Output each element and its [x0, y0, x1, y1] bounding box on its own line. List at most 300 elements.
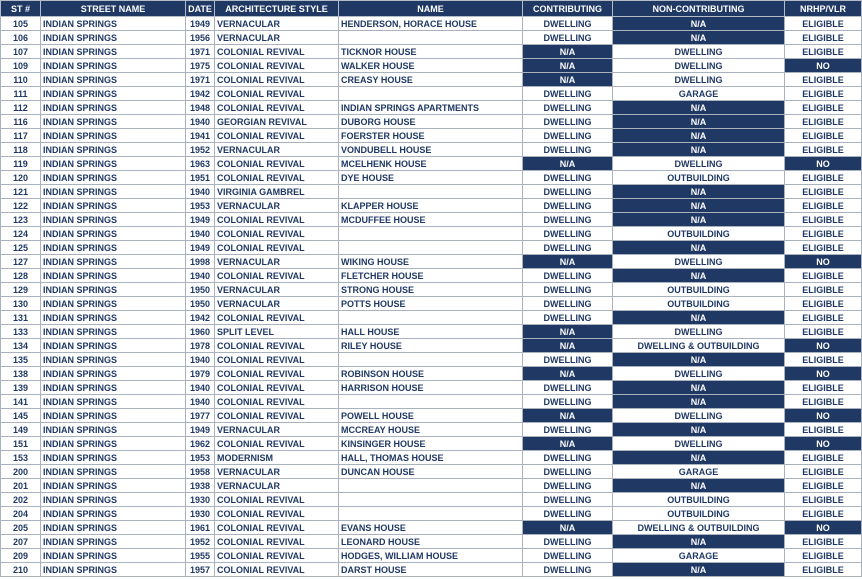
cell-architecture-style: SPLIT LEVEL [215, 325, 339, 339]
cell-architecture-style: VERNACULAR [215, 199, 339, 213]
cell-date: 1975 [186, 59, 215, 73]
cell-nrhp-vlr: ELIGIBLE [785, 45, 862, 59]
cell-architecture-style: VERNACULAR [215, 31, 339, 45]
cell-name: WALKER HOUSE [339, 59, 523, 73]
cell-date: 1940 [186, 353, 215, 367]
table-row [1, 451, 862, 465]
table-row [1, 241, 862, 255]
cell-architecture-style: VERNACULAR [215, 297, 339, 311]
cell-street-name: INDIAN SPRINGS [41, 395, 186, 409]
cell-name [339, 31, 523, 45]
cell-nrhp-vlr: ELIGIBLE [785, 115, 862, 129]
cell-st-number: 149 [1, 423, 41, 437]
cell-nrhp-vlr: ELIGIBLE [785, 465, 862, 479]
cell-nrhp-vlr: ELIGIBLE [785, 185, 862, 199]
header-row [1, 1, 862, 17]
cell-name [339, 241, 523, 255]
cell-st-number: 131 [1, 311, 41, 325]
cell-non-contributing: N/A [613, 269, 785, 283]
cell-date: 1949 [186, 423, 215, 437]
cell-contributing: N/A [523, 409, 613, 423]
cell-nrhp-vlr: ELIGIBLE [785, 423, 862, 437]
cell-date: 1961 [186, 521, 215, 535]
cell-non-contributing: DWELLING [613, 367, 785, 381]
cell-st-number: 139 [1, 381, 41, 395]
cell-street-name: INDIAN SPRINGS [41, 185, 186, 199]
cell-architecture-style: COLONIAL REVIVAL [215, 507, 339, 521]
cell-st-number: 200 [1, 465, 41, 479]
cell-nrhp-vlr: ELIGIBLE [785, 493, 862, 507]
cell-nrhp-vlr: ELIGIBLE [785, 143, 862, 157]
cell-date: 1940 [186, 185, 215, 199]
cell-name: RILEY HOUSE [339, 339, 523, 353]
table-row [1, 213, 862, 227]
table-row [1, 143, 862, 157]
cell-street-name: INDIAN SPRINGS [41, 423, 186, 437]
cell-nrhp-vlr: ELIGIBLE [785, 241, 862, 255]
cell-nrhp-vlr: ELIGIBLE [785, 381, 862, 395]
cell-name: DUBORG HOUSE [339, 115, 523, 129]
cell-street-name: INDIAN SPRINGS [41, 45, 186, 59]
cell-nrhp-vlr: ELIGIBLE [785, 31, 862, 45]
table-row [1, 31, 862, 45]
cell-architecture-style: COLONIAL REVIVAL [215, 353, 339, 367]
cell-name: INDIAN SPRINGS APARTMENTS [339, 101, 523, 115]
table-row [1, 465, 862, 479]
cell-name: HENDERSON, HORACE HOUSE [339, 17, 523, 31]
cell-name: HALL HOUSE [339, 325, 523, 339]
cell-st-number: 125 [1, 241, 41, 255]
cell-name: HODGES, WILLIAM HOUSE [339, 549, 523, 563]
cell-street-name: INDIAN SPRINGS [41, 227, 186, 241]
cell-street-name: INDIAN SPRINGS [41, 31, 186, 45]
table-row [1, 521, 862, 535]
cell-contributing: DWELLING [523, 507, 613, 521]
cell-nrhp-vlr: ELIGIBLE [785, 199, 862, 213]
cell-street-name: INDIAN SPRINGS [41, 87, 186, 101]
cell-contributing: DWELLING [523, 423, 613, 437]
cell-street-name: INDIAN SPRINGS [41, 367, 186, 381]
cell-nrhp-vlr: NO [785, 409, 862, 423]
cell-contributing: DWELLING [523, 185, 613, 199]
cell-name [339, 493, 523, 507]
cell-date: 1938 [186, 479, 215, 493]
cell-nrhp-vlr: ELIGIBLE [785, 283, 862, 297]
cell-non-contributing: N/A [613, 381, 785, 395]
cell-st-number: 145 [1, 409, 41, 423]
cell-contributing: DWELLING [523, 171, 613, 185]
cell-contributing: DWELLING [523, 479, 613, 493]
cell-name: HARRISON HOUSE [339, 381, 523, 395]
cell-street-name: INDIAN SPRINGS [41, 199, 186, 213]
cell-architecture-style: COLONIAL REVIVAL [215, 381, 339, 395]
table-row [1, 493, 862, 507]
cell-architecture-style: COLONIAL REVIVAL [215, 269, 339, 283]
table-row [1, 507, 862, 521]
header-architecture-style: ARCHITECTURE STYLE [215, 1, 339, 17]
cell-nrhp-vlr: NO [785, 59, 862, 73]
cell-date: 1950 [186, 297, 215, 311]
cell-architecture-style: VERNACULAR [215, 255, 339, 269]
cell-name: HALL, THOMAS HOUSE [339, 451, 523, 465]
cell-architecture-style: COLONIAL REVIVAL [215, 129, 339, 143]
header-street-name: STREET NAME [41, 1, 186, 17]
cell-st-number: 112 [1, 101, 41, 115]
cell-name: ROBINSON HOUSE [339, 367, 523, 381]
cell-street-name: INDIAN SPRINGS [41, 409, 186, 423]
cell-street-name: INDIAN SPRINGS [41, 143, 186, 157]
cell-name: KLAPPER HOUSE [339, 199, 523, 213]
cell-non-contributing: OUTBUILDING [613, 507, 785, 521]
cell-architecture-style: COLONIAL REVIVAL [215, 367, 339, 381]
cell-date: 1940 [186, 381, 215, 395]
cell-name: DUNCAN HOUSE [339, 465, 523, 479]
cell-contributing: N/A [523, 255, 613, 269]
cell-nrhp-vlr: ELIGIBLE [785, 507, 862, 521]
cell-date: 1952 [186, 143, 215, 157]
cell-nrhp-vlr: ELIGIBLE [785, 171, 862, 185]
cell-street-name: INDIAN SPRINGS [41, 507, 186, 521]
cell-name: DARST HOUSE [339, 563, 523, 577]
cell-st-number: 111 [1, 87, 41, 101]
cell-street-name: INDIAN SPRINGS [41, 241, 186, 255]
cell-name: FLETCHER HOUSE [339, 269, 523, 283]
cell-st-number: 141 [1, 395, 41, 409]
cell-street-name: INDIAN SPRINGS [41, 171, 186, 185]
cell-nrhp-vlr: ELIGIBLE [785, 297, 862, 311]
cell-name [339, 185, 523, 199]
cell-non-contributing: N/A [613, 451, 785, 465]
cell-non-contributing: DWELLING [613, 73, 785, 87]
cell-nrhp-vlr: NO [785, 367, 862, 381]
cell-architecture-style: COLONIAL REVIVAL [215, 45, 339, 59]
cell-name [339, 479, 523, 493]
cell-st-number: 210 [1, 563, 41, 577]
cell-st-number: 121 [1, 185, 41, 199]
header-contributing: CONTRIBUTING [523, 1, 613, 17]
cell-st-number: 133 [1, 325, 41, 339]
cell-nrhp-vlr: ELIGIBLE [785, 325, 862, 339]
cell-date: 1957 [186, 563, 215, 577]
cell-name: FOERSTER HOUSE [339, 129, 523, 143]
cell-date: 1971 [186, 45, 215, 59]
cell-street-name: INDIAN SPRINGS [41, 213, 186, 227]
cell-contributing: DWELLING [523, 31, 613, 45]
cell-nrhp-vlr: ELIGIBLE [785, 17, 862, 31]
cell-contributing: N/A [523, 325, 613, 339]
cell-street-name: INDIAN SPRINGS [41, 59, 186, 73]
cell-date: 1948 [186, 101, 215, 115]
cell-nrhp-vlr: NO [785, 255, 862, 269]
cell-architecture-style: VIRGINIA GAMBREL [215, 185, 339, 199]
table-row [1, 437, 862, 451]
cell-contributing: N/A [523, 73, 613, 87]
cell-st-number: 120 [1, 171, 41, 185]
cell-non-contributing: GARAGE [613, 465, 785, 479]
cell-non-contributing: OUTBUILDING [613, 283, 785, 297]
cell-nrhp-vlr: ELIGIBLE [785, 395, 862, 409]
cell-contributing: DWELLING [523, 297, 613, 311]
cell-contributing: DWELLING [523, 17, 613, 31]
cell-date: 1971 [186, 73, 215, 87]
table-row [1, 59, 862, 73]
cell-contributing: DWELLING [523, 465, 613, 479]
cell-nrhp-vlr: ELIGIBLE [785, 87, 862, 101]
cell-name: MCELHENK HOUSE [339, 157, 523, 171]
cell-architecture-style: COLONIAL REVIVAL [215, 563, 339, 577]
cell-st-number: 110 [1, 73, 41, 87]
cell-name [339, 507, 523, 521]
cell-st-number: 204 [1, 507, 41, 521]
cell-date: 1949 [186, 17, 215, 31]
cell-contributing: DWELLING [523, 381, 613, 395]
cell-contributing: N/A [523, 157, 613, 171]
table-row [1, 157, 862, 171]
cell-date: 1963 [186, 157, 215, 171]
cell-contributing: DWELLING [523, 451, 613, 465]
cell-nrhp-vlr: ELIGIBLE [785, 549, 862, 563]
cell-st-number: 129 [1, 283, 41, 297]
cell-non-contributing: DWELLING [613, 59, 785, 73]
cell-st-number: 130 [1, 297, 41, 311]
cell-architecture-style: COLONIAL REVIVAL [215, 409, 339, 423]
cell-non-contributing: DWELLING & OUTBUILDING [613, 339, 785, 353]
cell-architecture-style: GEORGIAN REVIVAL [215, 115, 339, 129]
cell-street-name: INDIAN SPRINGS [41, 451, 186, 465]
cell-date: 1942 [186, 311, 215, 325]
cell-name: POTTS HOUSE [339, 297, 523, 311]
cell-nrhp-vlr: ELIGIBLE [785, 101, 862, 115]
cell-date: 1978 [186, 339, 215, 353]
cell-non-contributing: OUTBUILDING [613, 297, 785, 311]
cell-st-number: 106 [1, 31, 41, 45]
cell-name [339, 311, 523, 325]
cell-contributing: DWELLING [523, 143, 613, 157]
cell-street-name: INDIAN SPRINGS [41, 283, 186, 297]
cell-non-contributing: N/A [613, 311, 785, 325]
header-name: NAME [339, 1, 523, 17]
cell-contributing: N/A [523, 59, 613, 73]
cell-name: MCCREAY HOUSE [339, 423, 523, 437]
cell-architecture-style: COLONIAL REVIVAL [215, 101, 339, 115]
cell-non-contributing: N/A [613, 535, 785, 549]
cell-street-name: INDIAN SPRINGS [41, 535, 186, 549]
cell-nrhp-vlr: NO [785, 339, 862, 353]
cell-name: STRONG HOUSE [339, 283, 523, 297]
cell-contributing: N/A [523, 367, 613, 381]
cell-non-contributing: N/A [613, 563, 785, 577]
cell-street-name: INDIAN SPRINGS [41, 157, 186, 171]
cell-non-contributing: DWELLING & OUTBUILDING [613, 521, 785, 535]
cell-contributing: N/A [523, 521, 613, 535]
cell-contributing: DWELLING [523, 353, 613, 367]
cell-name: MCDUFFEE HOUSE [339, 213, 523, 227]
cell-st-number: 116 [1, 115, 41, 129]
cell-architecture-style: VERNACULAR [215, 423, 339, 437]
cell-contributing: DWELLING [523, 395, 613, 409]
cell-st-number: 134 [1, 339, 41, 353]
cell-contributing: DWELLING [523, 493, 613, 507]
table-row [1, 199, 862, 213]
cell-contributing: DWELLING [523, 115, 613, 129]
cell-nrhp-vlr: ELIGIBLE [785, 353, 862, 367]
table-row [1, 87, 862, 101]
cell-date: 1960 [186, 325, 215, 339]
table-row [1, 185, 862, 199]
cell-non-contributing: N/A [613, 353, 785, 367]
cell-architecture-style: COLONIAL REVIVAL [215, 171, 339, 185]
cell-st-number: 207 [1, 535, 41, 549]
cell-name: VONDUBELL HOUSE [339, 143, 523, 157]
table-row [1, 115, 862, 129]
cell-non-contributing: DWELLING [613, 45, 785, 59]
cell-contributing: DWELLING [523, 87, 613, 101]
cell-street-name: INDIAN SPRINGS [41, 353, 186, 367]
table-row [1, 227, 862, 241]
table-row [1, 409, 862, 423]
cell-street-name: INDIAN SPRINGS [41, 101, 186, 115]
cell-street-name: INDIAN SPRINGS [41, 269, 186, 283]
cell-date: 1979 [186, 367, 215, 381]
cell-non-contributing: DWELLING [613, 409, 785, 423]
cell-contributing: DWELLING [523, 241, 613, 255]
table-row [1, 395, 862, 409]
table-row [1, 325, 862, 339]
cell-architecture-style: COLONIAL REVIVAL [215, 87, 339, 101]
cell-date: 1949 [186, 213, 215, 227]
cell-nrhp-vlr: NO [785, 521, 862, 535]
cell-date: 1977 [186, 409, 215, 423]
cell-street-name: INDIAN SPRINGS [41, 381, 186, 395]
cell-non-contributing: DWELLING [613, 325, 785, 339]
cell-date: 1940 [186, 115, 215, 129]
cell-date: 1958 [186, 465, 215, 479]
cell-contributing: N/A [523, 45, 613, 59]
cell-st-number: 105 [1, 17, 41, 31]
cell-architecture-style: VERNACULAR [215, 143, 339, 157]
cell-nrhp-vlr: NO [785, 437, 862, 451]
cell-st-number: 109 [1, 59, 41, 73]
cell-non-contributing: N/A [613, 479, 785, 493]
cell-nrhp-vlr: ELIGIBLE [785, 129, 862, 143]
cell-architecture-style: VERNACULAR [215, 17, 339, 31]
cell-date: 1940 [186, 395, 215, 409]
cell-non-contributing: N/A [613, 31, 785, 45]
cell-date: 1956 [186, 31, 215, 45]
cell-architecture-style: COLONIAL REVIVAL [215, 493, 339, 507]
cell-name: POWELL HOUSE [339, 409, 523, 423]
cell-non-contributing: N/A [613, 115, 785, 129]
cell-st-number: 124 [1, 227, 41, 241]
cell-nrhp-vlr: ELIGIBLE [785, 563, 862, 577]
cell-architecture-style: COLONIAL REVIVAL [215, 437, 339, 451]
cell-st-number: 127 [1, 255, 41, 269]
header-date: DATE [186, 1, 215, 17]
cell-nrhp-vlr: ELIGIBLE [785, 269, 862, 283]
table-row [1, 535, 862, 549]
cell-name: WIKING HOUSE [339, 255, 523, 269]
cell-st-number: 107 [1, 45, 41, 59]
cell-street-name: INDIAN SPRINGS [41, 255, 186, 269]
cell-contributing: N/A [523, 437, 613, 451]
cell-contributing: DWELLING [523, 563, 613, 577]
cell-street-name: INDIAN SPRINGS [41, 129, 186, 143]
cell-name [339, 87, 523, 101]
table-row [1, 101, 862, 115]
cell-non-contributing: N/A [613, 185, 785, 199]
cell-nrhp-vlr: NO [785, 157, 862, 171]
cell-nrhp-vlr: ELIGIBLE [785, 451, 862, 465]
cell-name [339, 353, 523, 367]
cell-st-number: 202 [1, 493, 41, 507]
cell-st-number: 119 [1, 157, 41, 171]
cell-nrhp-vlr: ELIGIBLE [785, 213, 862, 227]
cell-non-contributing: N/A [613, 241, 785, 255]
cell-st-number: 128 [1, 269, 41, 283]
cell-date: 1942 [186, 87, 215, 101]
header-non-contributing: NON-CONTRIBUTING [613, 1, 785, 17]
cell-contributing: DWELLING [523, 199, 613, 213]
table-row [1, 129, 862, 143]
cell-architecture-style: COLONIAL REVIVAL [215, 227, 339, 241]
cell-name: LEONARD HOUSE [339, 535, 523, 549]
cell-contributing: N/A [523, 339, 613, 353]
table-row [1, 297, 862, 311]
cell-architecture-style: COLONIAL REVIVAL [215, 549, 339, 563]
cell-date: 1930 [186, 507, 215, 521]
cell-contributing: DWELLING [523, 269, 613, 283]
cell-date: 1930 [186, 493, 215, 507]
cell-date: 1951 [186, 171, 215, 185]
cell-non-contributing: N/A [613, 129, 785, 143]
cell-name: TICKNOR HOUSE [339, 45, 523, 59]
cell-name: DYE HOUSE [339, 171, 523, 185]
table-row [1, 423, 862, 437]
cell-st-number: 151 [1, 437, 41, 451]
cell-non-contributing: DWELLING [613, 157, 785, 171]
table-row [1, 367, 862, 381]
cell-non-contributing: GARAGE [613, 549, 785, 563]
cell-st-number: 135 [1, 353, 41, 367]
cell-street-name: INDIAN SPRINGS [41, 73, 186, 87]
cell-date: 1952 [186, 535, 215, 549]
cell-architecture-style: MODERNISM [215, 451, 339, 465]
cell-nrhp-vlr: ELIGIBLE [785, 227, 862, 241]
table-row [1, 353, 862, 367]
cell-architecture-style: COLONIAL REVIVAL [215, 241, 339, 255]
cell-st-number: 138 [1, 367, 41, 381]
cell-date: 1940 [186, 269, 215, 283]
cell-architecture-style: COLONIAL REVIVAL [215, 73, 339, 87]
cell-contributing: DWELLING [523, 549, 613, 563]
cell-date: 1941 [186, 129, 215, 143]
cell-st-number: 122 [1, 199, 41, 213]
cell-street-name: INDIAN SPRINGS [41, 437, 186, 451]
cell-nrhp-vlr: ELIGIBLE [785, 479, 862, 493]
table-row [1, 549, 862, 563]
cell-non-contributing: N/A [613, 395, 785, 409]
cell-street-name: INDIAN SPRINGS [41, 479, 186, 493]
table-row [1, 283, 862, 297]
cell-contributing: DWELLING [523, 213, 613, 227]
cell-date: 1940 [186, 227, 215, 241]
cell-non-contributing: DWELLING [613, 255, 785, 269]
cell-nrhp-vlr: ELIGIBLE [785, 311, 862, 325]
cell-non-contributing: N/A [613, 213, 785, 227]
header-st-number: ST # [1, 1, 41, 17]
cell-architecture-style: COLONIAL REVIVAL [215, 521, 339, 535]
cell-architecture-style: COLONIAL REVIVAL [215, 157, 339, 171]
